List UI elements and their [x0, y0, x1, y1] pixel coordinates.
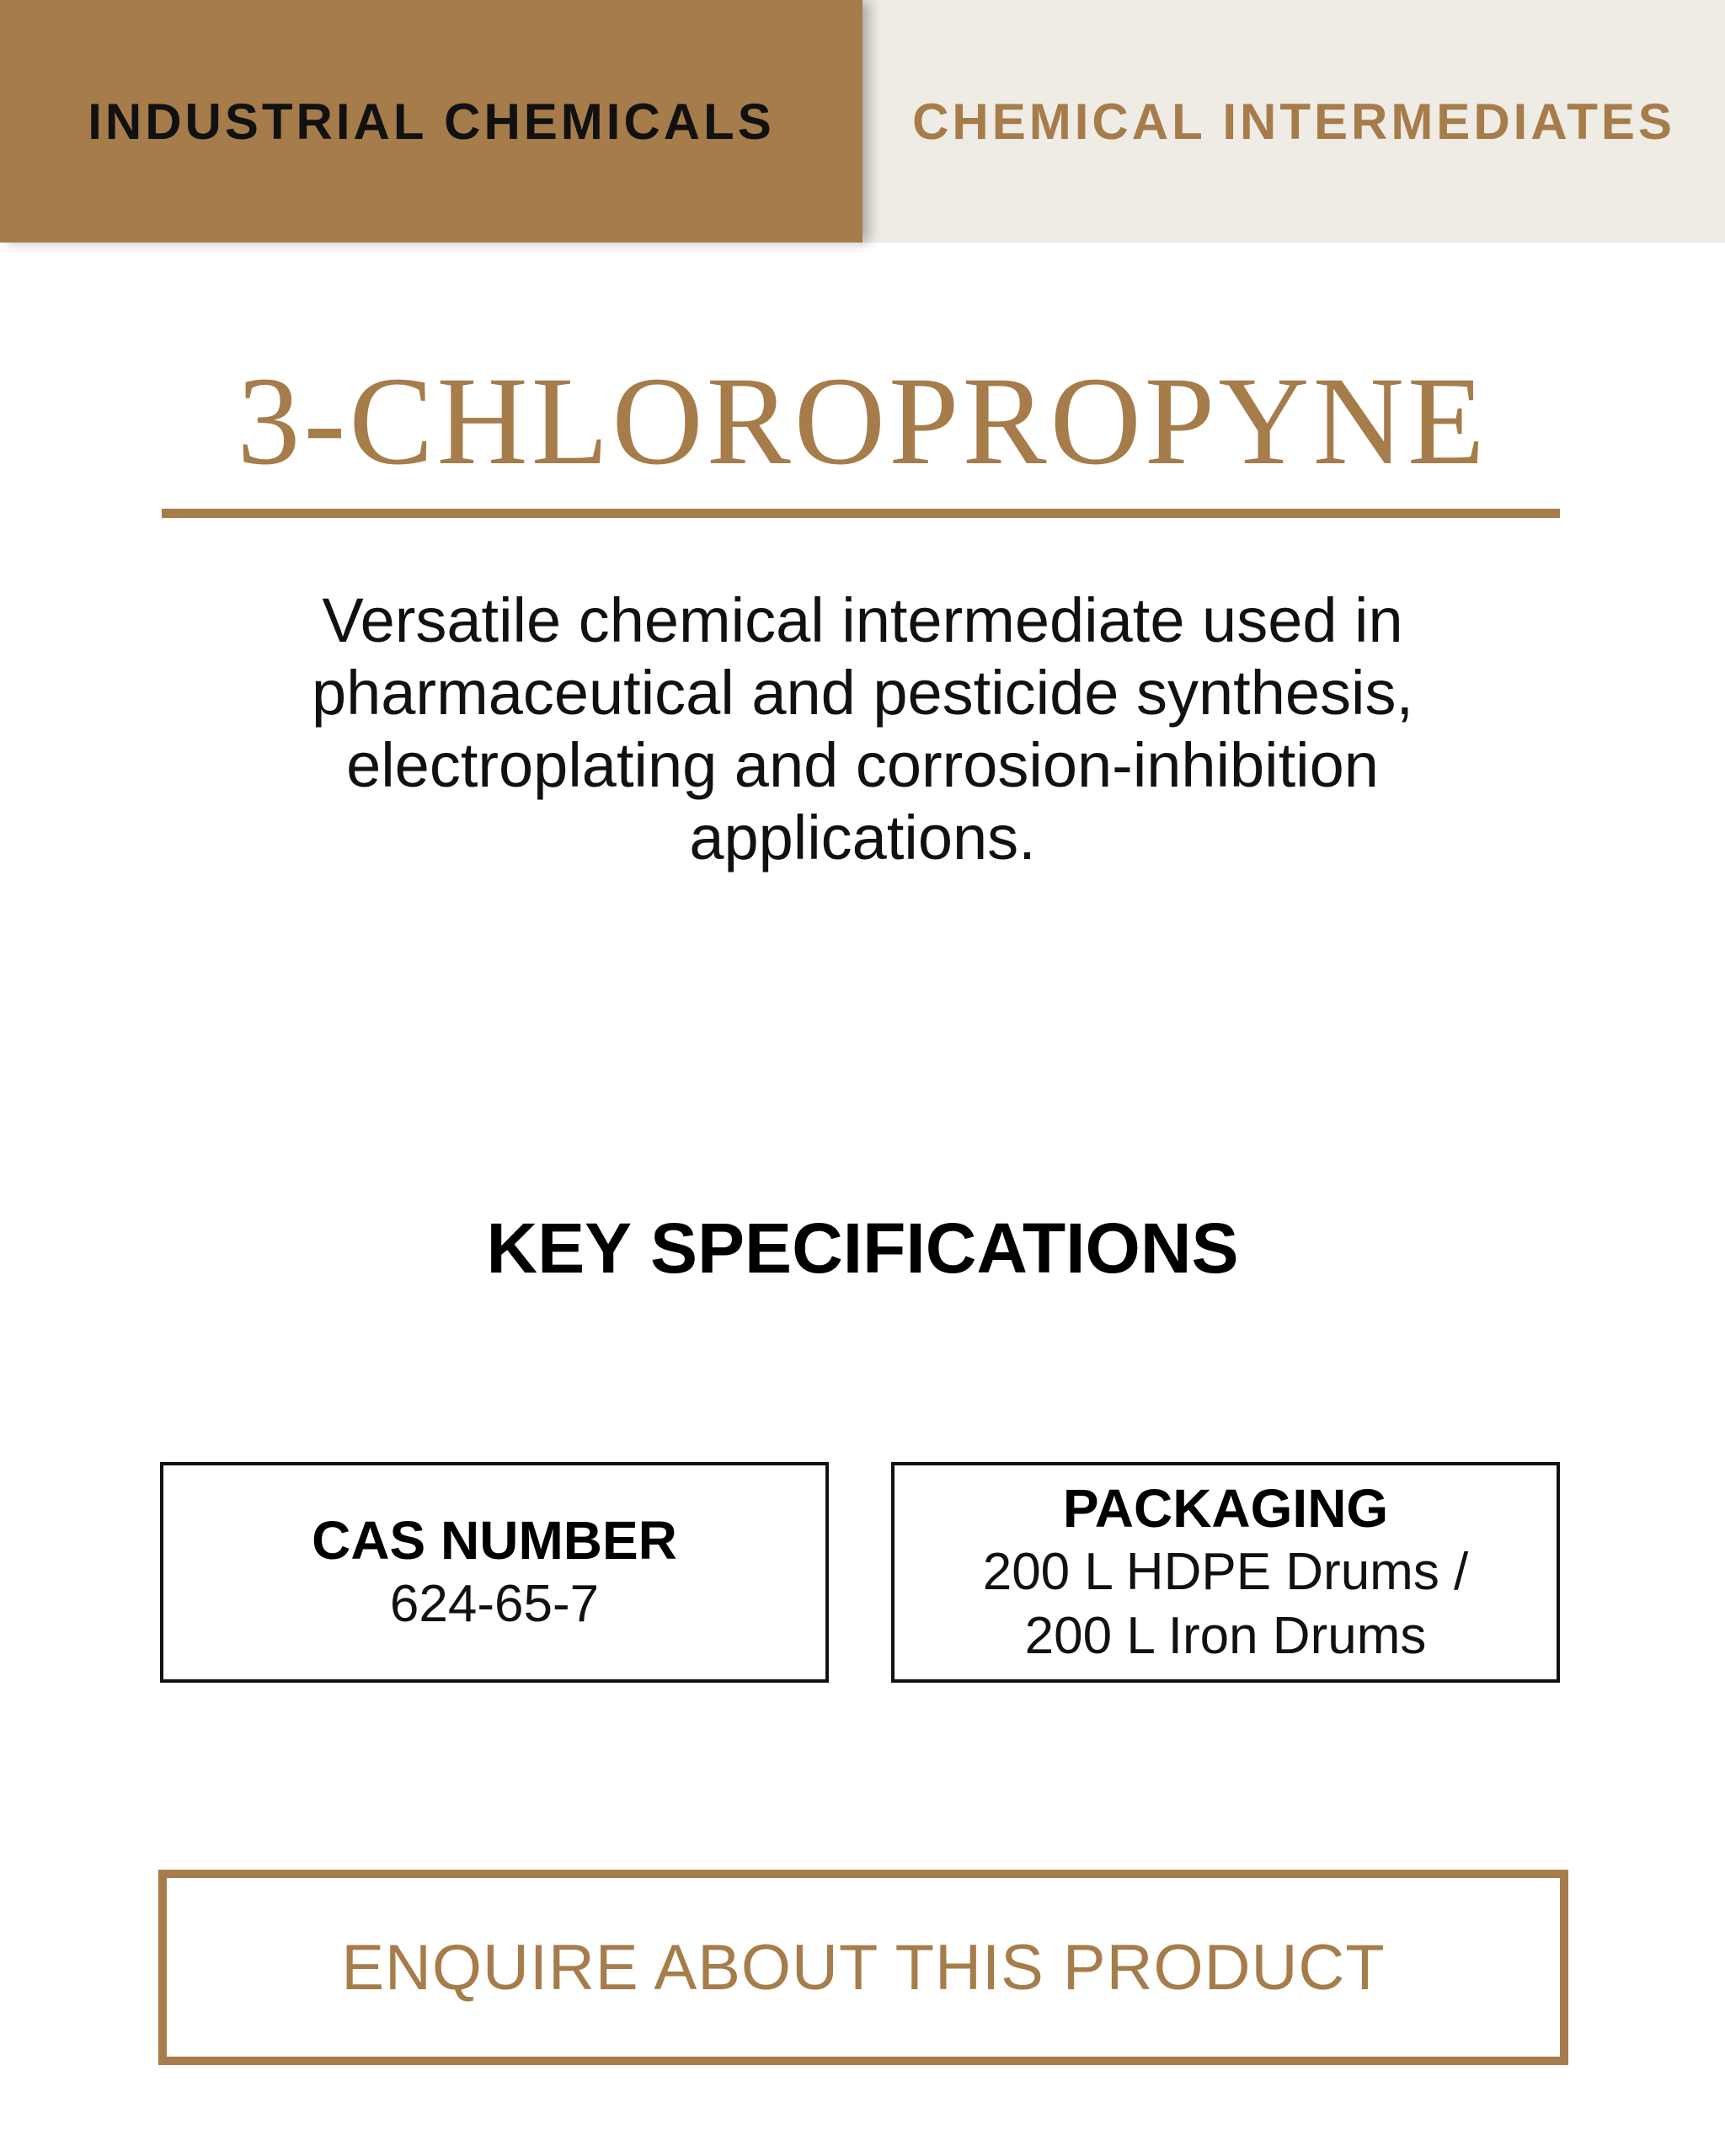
tab-industrial-chemicals[interactable]: INDUSTRIAL CHEMICALS	[0, 0, 862, 243]
packaging-card	[891, 1462, 1560, 1683]
key-specifications-heading: KEY SPECIFICATIONS	[486, 1209, 1239, 1288]
enquire-button[interactable]: ENQUIRE ABOUT THIS PRODUCT	[158, 1870, 1568, 2065]
cas-number-value: 624-65-7	[389, 1575, 600, 1633]
category-tabs	[0, 0, 1725, 243]
cas-number-card	[160, 1462, 829, 1683]
packaging-value	[983, 1540, 1469, 1668]
packaging-value-line: 200 L Iron Drums	[1024, 1607, 1427, 1665]
packaging-label: PACKAGING	[1062, 1478, 1389, 1539]
packaging-value-line: 200 L HDPE Drums /	[982, 1543, 1469, 1601]
product-title: 3-CHLOROPROPYNE	[237, 351, 1488, 491]
cas-number-label: CAS NUMBER	[312, 1510, 677, 1571]
tab-chemical-intermediates[interactable]: CHEMICAL INTERMEDIATES	[862, 0, 1725, 243]
product-description: Versatile chemical intermediate used in pharmaceutical and pesticide synthesis, electroplating and corrosion-inhibition applications.	[311, 585, 1414, 873]
title-divider	[162, 509, 1560, 518]
